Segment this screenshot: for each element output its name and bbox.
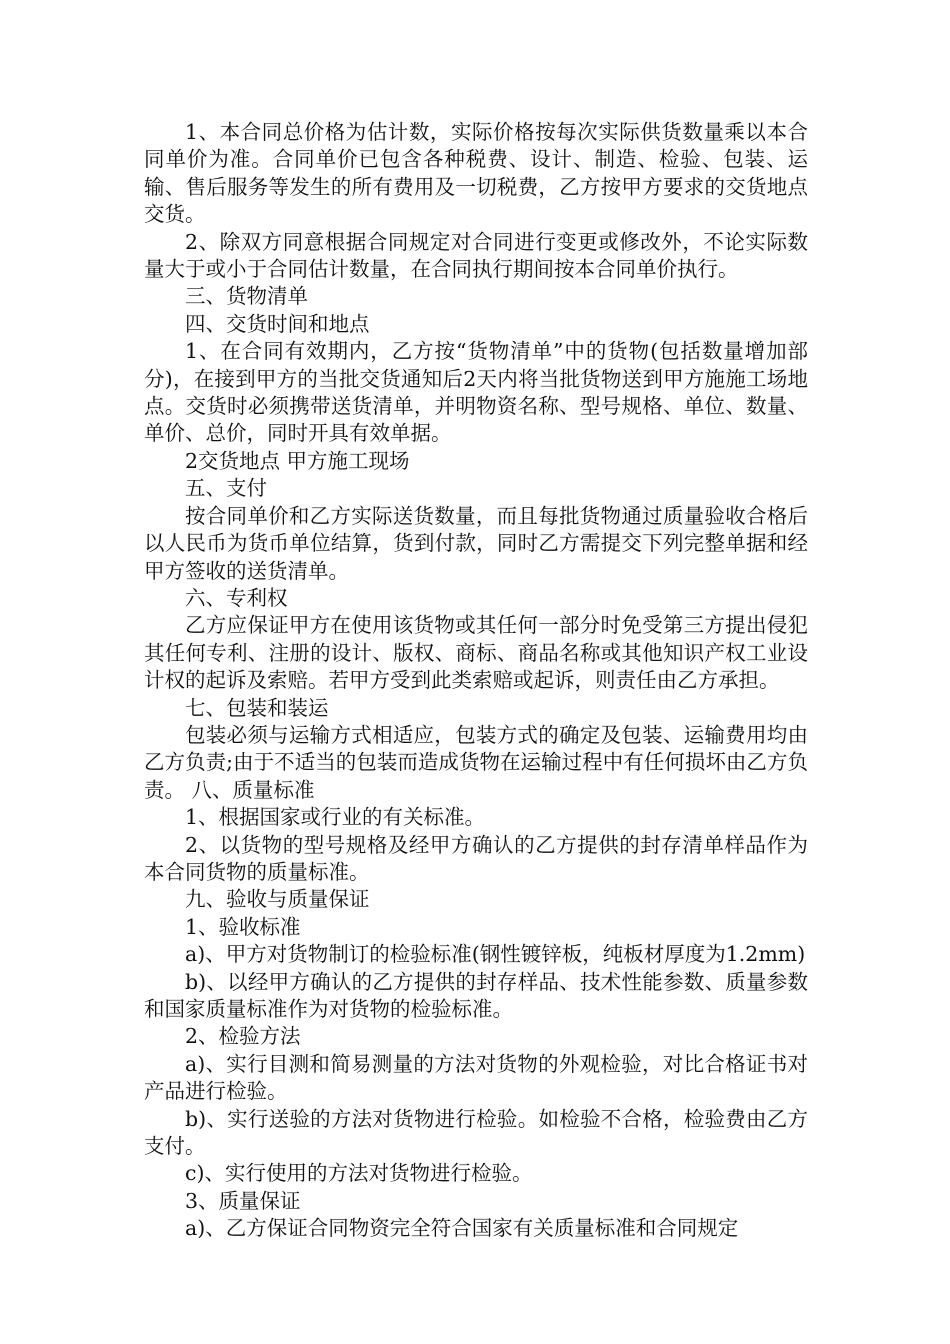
section-heading-goods-list: 三、货物清单: [185, 284, 308, 309]
section-heading-packing: 七、包装和装运: [185, 695, 329, 720]
clause-packing: 包装必须与运输方式相适应，包装方式的确定及包装、运输费用均由乙方负责;由于不适当的包装而造成货物在运输过程中有任何损坏由乙方负责。 八、质量标准: [144, 722, 808, 802]
section-heading-acceptance: 九、验收与质量保证: [185, 887, 370, 912]
clause-acceptance-b: b)、以经甲方确认的乙方提供的封存样品、技术性能参数、质量参数和国家质量标准作为对货物的检验标准。: [144, 969, 808, 1021]
clause-inspection-c: c)、实行使用的方法对货物进行检验。: [185, 1161, 533, 1186]
clause-inspection-b: b)、实行送验的方法对货物进行检验。如检验不合格，检验费由乙方支付。: [144, 1106, 808, 1159]
subheading-inspection-method: 2、检验方法: [185, 1024, 301, 1049]
clause-quality-standard-2: 2、以货物的型号规格及经甲方确认的乙方提供的封存清单样品作为本合同货物的质量标准。: [144, 832, 808, 884]
section-heading-delivery: 四、交货时间和地点: [185, 311, 370, 336]
section-heading-payment: 五、支付: [185, 476, 267, 501]
clause-quality-standard-1: 1、根据国家或行业的有关标准。: [185, 805, 486, 830]
subheading-quality-guarantee: 3、质量保证: [185, 1188, 301, 1213]
clause-patent: 乙方应保证甲方在使用该货物或其任何一部分时免受第三方提出侵犯其任何专利、注册的设计、版权、商标、商品名称或其他知识产权工业设计权的起诉及索赔。若甲方受到此类索赔或起诉，则责任由乙方承担。: [144, 613, 808, 693]
clause-payment: 按合同单价和乙方实际送货数量，而且每批货物通过质量验收合格后以人民币为货币单位结算，货到付款，同时乙方需提交下列完整单据和经甲方签收的送货清单。: [144, 503, 808, 583]
clause-guarantee-a: a)、乙方保证合同物资完全符合国家有关质量标准和合同规定: [185, 1216, 739, 1241]
section-heading-patent: 六、专利权: [185, 585, 288, 610]
clause-acceptance-a: a)、甲方对货物制订的检验标准(钢性镀锌板，纯板材厚度为1.2mm): [185, 942, 806, 967]
clause-total-price: 1、本合同总价格为估计数，实际价格按每次实际供货数量乘以本合同单价为准。合同单价已包含各种税费、设计、制造、检验、包装、运输、售后服务等发生的所有费用及一切税费，乙方按甲方要求的交货地点交货。: [144, 120, 808, 227]
subheading-acceptance-standard: 1、验收标准: [185, 914, 301, 939]
clause-unit-price: 2、除双方同意根据合同规定对合同进行变更或修改外，不论实际数量大于或小于合同估计数量，在合同执行期间按本合同单价执行。: [144, 229, 808, 282]
clause-delivery-time: 1、在合同有效期内，乙方按“货物清单”中的货物(包括数量增加部分)，在接到甲方的当批交货通知后2天内将当批货物送到甲方施施工场地点。交货时必须携带送货清单，并明物资名称、型号规格、单位、数量、单价、总价，同时开具有效单据。: [144, 339, 808, 446]
clause-delivery-place: 2交货地点 甲方施工现场: [185, 448, 410, 473]
clause-inspection-a: a)、实行目测和简易测量的方法对货物的外观检验，对比合格证书对产品进行检验。: [144, 1051, 808, 1104]
document-body: [144, 119, 808, 1243]
